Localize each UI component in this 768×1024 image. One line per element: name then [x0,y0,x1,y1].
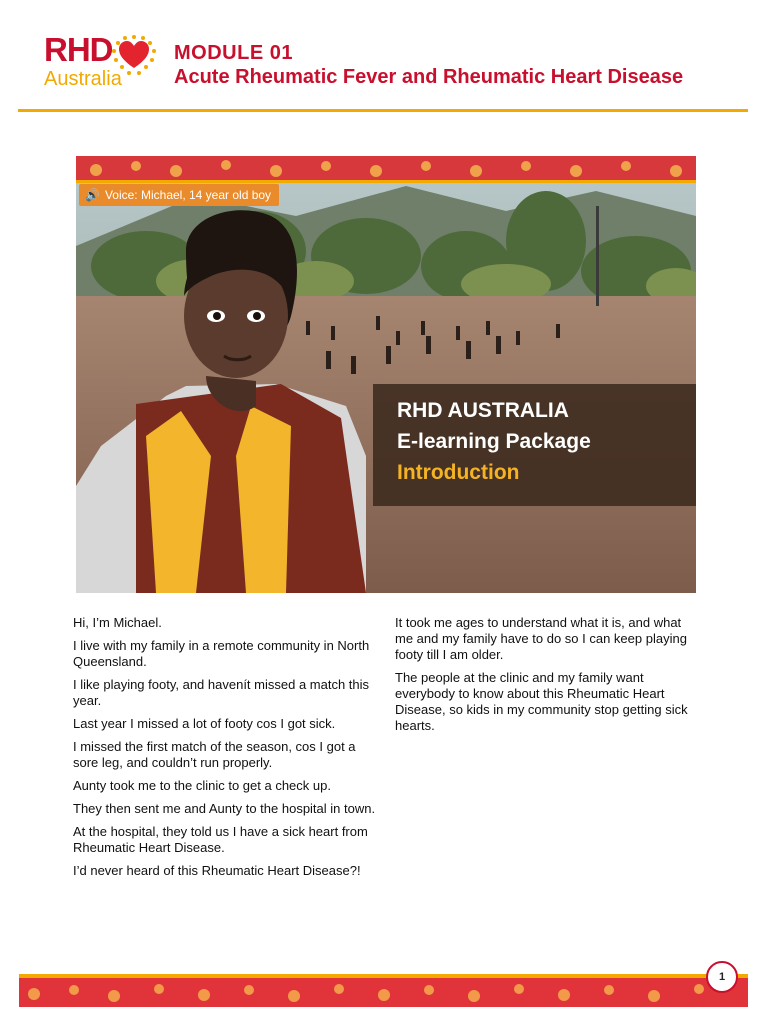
footer-decorative-band [19,974,748,1007]
paragraph: Hi, I’m Michael. [73,615,162,630]
paragraph: Last year I missed a lot of footy cos I got sick. [73,716,336,731]
module-label: MODULE 01 [174,42,293,64]
hero-illustration [76,156,696,593]
rhd-australia-logo [42,32,164,94]
body-left-column [73,615,378,886]
hero-title-line-2: E-learning Package [397,430,591,453]
dot-pattern-graphic [19,974,748,1007]
body-right-column [395,615,695,741]
paragraph: I like playing footy, and havenít missed a match this year. [73,677,370,708]
paragraph: It took me ages to understand what it is, and what me and my family have to do so I can keep playing footy till I am older. [395,615,687,662]
hero-title-box [373,384,696,506]
paragraph: I live with my family in a remote community in North Queensland. [73,638,370,669]
logo-australia-text: Australia [44,68,122,90]
speaker-icon: 🔊 [85,188,100,202]
paragraph: They then sent me and Aunty to the hospital in town. [73,801,376,816]
module-title: Acute Rheumatic Fever and Rheumatic Heart Disease [174,66,684,88]
paragraph: The people at the clinic and my family want everybody to know about this Rheumatic Heart Disease, so kids in my community stop getting sick hearts. [395,670,688,733]
header-divider [18,109,748,112]
voice-label-tag [79,184,279,206]
paragraph: Aunty took me to the clinic to get a check up. [73,778,331,793]
paragraph: At the hospital, they told us I have a sick heart from Rheumatic Heart Disease. [73,824,368,855]
page-number-badge: 1 [706,961,738,993]
hero-image [76,156,696,593]
paragraph: I’d never heard of this Rheumatic Heart Disease?! [73,863,361,878]
page-header [0,0,768,115]
voice-label-text: Voice: Michael, 14 year old boy [104,188,272,202]
hero-title-line-3: Introduction [397,461,520,484]
logo-rhd-text: RHD [44,31,113,68]
paragraph: I missed the first match of the season, cos I got a sore leg, and couldn’t run properly. [73,739,356,770]
hero-title-line-1: RHD AUSTRALIA [397,399,569,422]
